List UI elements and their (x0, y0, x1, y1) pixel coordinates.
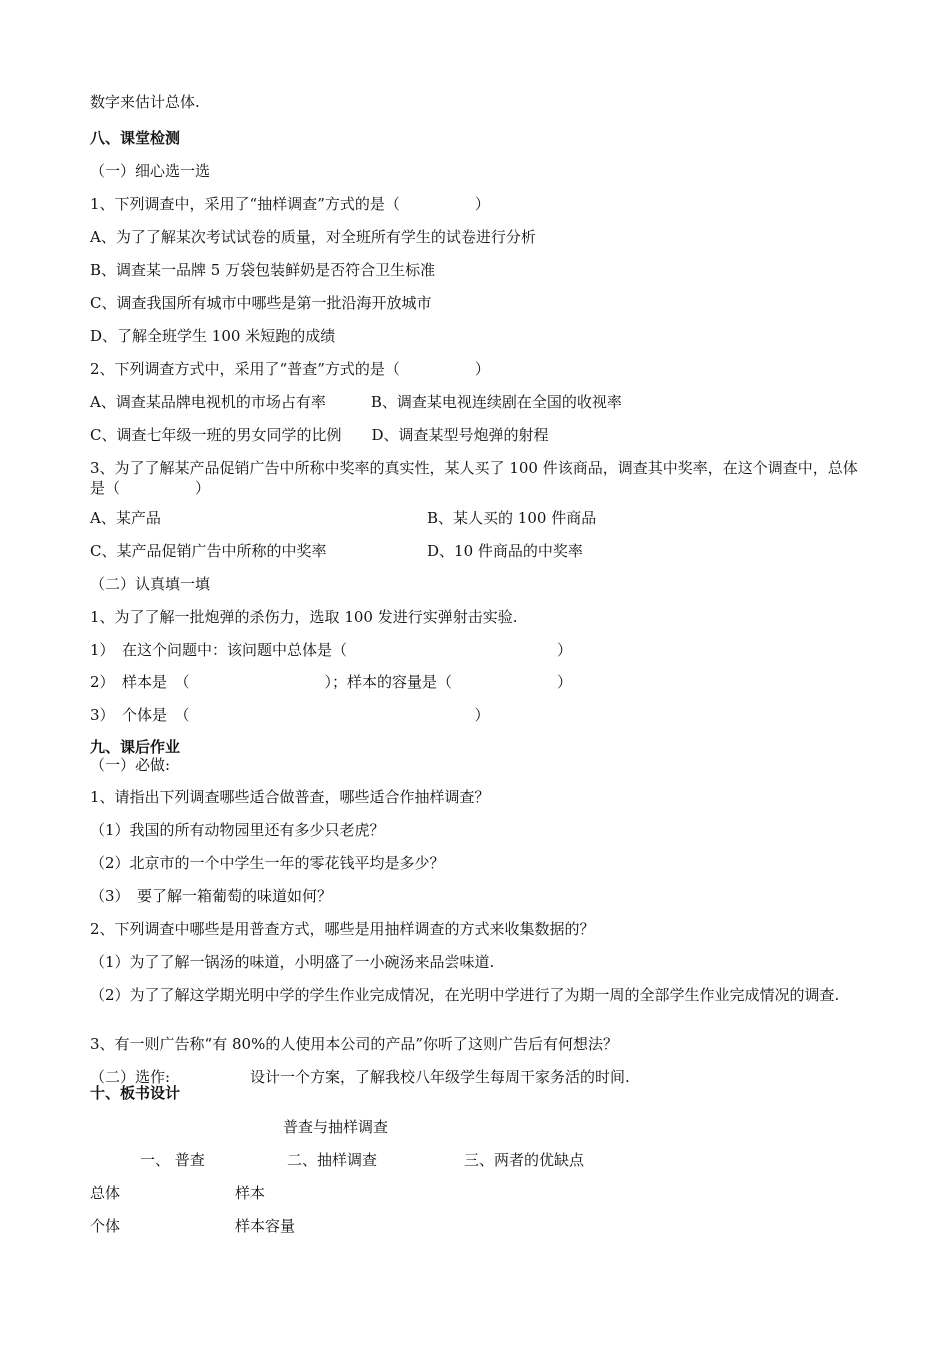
homework-question-1-item-3: （3） 要了解一箱葡萄的味道如何？ (90, 887, 333, 905)
board-row-1-right: 样本 (235, 1184, 266, 1202)
fill-blank-2: 2） 样本是 （ ）；样本的容量是（ ） (90, 673, 573, 691)
optional-text: 设计一个方案，了解我校八年级学生每周干家务活的时间. (250, 1068, 630, 1086)
homework-question-2-item-2: （2）为了了解这学期光明中学的学生作业完成情况，在光明中学进行了为期一周的全部学生作业完成情况的调查. (90, 986, 840, 1004)
homework-question-3: 3、有一则广告称“有 80%的人使用本公司的产品”你听了这则广告后有何想法？ (90, 1035, 618, 1053)
required-label: （一）必做: (90, 756, 171, 774)
homework-question-1-item-2: （2）北京市的一个中学生一年的零花钱平均是多少？ (90, 854, 445, 872)
intro-tail: 数字来估计总体. (90, 93, 200, 111)
question-3-option-a: A、某产品 (90, 509, 161, 527)
section-8-heading: 八、课堂检测 (90, 129, 181, 147)
board-row-2-left: 个体 (90, 1217, 121, 1235)
homework-question-2: 2、下列调查中哪些是用普查方式，哪些是用抽样调查的方式来收集数据的？ (90, 920, 595, 938)
question-3-option-c: C、某产品促销广告中所称的中奖率 (90, 542, 327, 560)
question-2: 2、下列调查方式中，采用了“普查”方式的是（ ） (90, 360, 490, 378)
homework-question-2-item-1: （1）为了了解一锅汤的味道，小明盛了一小碗汤来品尝味道. (90, 953, 495, 971)
section-9-heading: 九、课后作业 (90, 738, 181, 756)
question-1: 1、下列调查中，采用了“抽样调查”方式的是（ ） (90, 195, 490, 213)
question-1-option-c: C、调查我国所有城市中哪些是第一批沿海开放城市 (90, 294, 432, 312)
fill-question-1: 1、为了了解一批炮弹的杀伤力，选取 100 发进行实弹射击实验. (90, 608, 518, 626)
question-1-option-d: D、了解全班学生 100 米短跑的成绩 (90, 327, 336, 345)
section-10-heading: 十、板书设计 (90, 1084, 181, 1102)
question-3: 3、为了了解某产品促销广告中所称中奖率的真实性，某人买了 100 件该商品，调查其中奖率，在这个调查中，总体是（ ） (90, 459, 858, 497)
question-1-option-a: A、为了了解某次考试试卷的质量，对全班所有学生的试卷进行分析 (90, 228, 536, 246)
question-2-options-cd: C、调查七年级一班的男女同学的比例 D、调查某型号炮弹的射程 (90, 426, 549, 444)
question-1-option-b: B、调查某一品牌 5 万袋包装鲜奶是否符合卫生标准 (90, 261, 436, 279)
board-title: 普查与抽样调查 (283, 1118, 389, 1136)
part-1-title: （一）细心选一选 (90, 162, 211, 180)
question-3-option-b: B、某人买的 100 件商品 (427, 509, 597, 527)
part-2-title: （二）认真填一填 (90, 575, 211, 593)
board-column-2: 二、抽样调查 (287, 1151, 378, 1169)
board-row-1-left: 总体 (90, 1184, 121, 1202)
homework-question-1-item-1: （1）我国的所有动物园里还有多少只老虎？ (90, 821, 385, 839)
board-column-1: 一、 普查 (140, 1151, 205, 1169)
board-column-3: 三、两者的优缺点 (464, 1151, 585, 1169)
fill-blank-1: 1） 在这个问题中：该问题中总体是（ ） (90, 641, 573, 659)
optional-label: （二）选作: (90, 1068, 171, 1086)
board-row-2-right: 样本容量 (235, 1217, 296, 1235)
question-2-options-ab: A、调查某品牌电视机的市场占有率 B、调查某电视连续剧在全国的收视率 (90, 393, 622, 411)
question-3-option-d: D、10 件商品的中奖率 (427, 542, 583, 560)
homework-question-1: 1、请指出下列调查哪些适合做普查，哪些适合作抽样调查？ (90, 788, 490, 806)
fill-blank-3: 3） 个体是 （ ） (90, 706, 490, 724)
